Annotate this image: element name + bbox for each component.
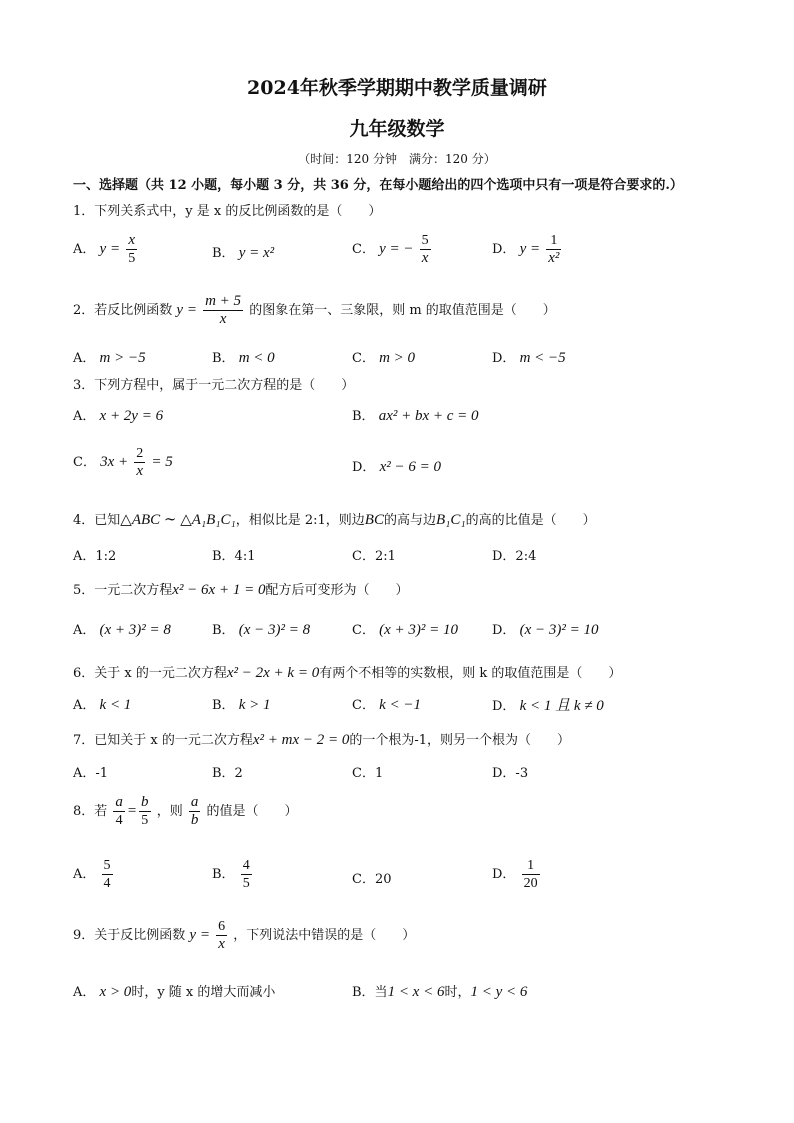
- fraction: $\frac{x}{5}$: [128, 232, 136, 266]
- fraction: $\frac{m + 5}{x}$: [205, 293, 242, 327]
- q1-option-d[interactable]: [492, 232, 563, 267]
- math-text: y = x²: [238, 245, 275, 261]
- q8-option-d[interactable]: D． $\frac{1}{20}$: [492, 858, 538, 891]
- question-2-stem: 2．若反比例函数 y = $\frac{m + 5}{x}$ 的图象在第一、三象限，则 m 的取值范围是（ ）: [73, 293, 556, 327]
- fraction: $\frac{1}{\text{x²}}$: [548, 233, 560, 266]
- question-3-stem: 3．下列方程中，属于一元二次方程的是（ ）: [73, 378, 355, 393]
- math-text: y =: [99, 241, 121, 257]
- q7-option-d[interactable]: D．-3: [492, 766, 529, 781]
- fraction: $\frac{5}{x}$: [421, 233, 429, 266]
- option-label: A．: [73, 242, 96, 257]
- q4-option-b[interactable]: B．4:1: [212, 549, 256, 564]
- q1-option-a[interactable]: [73, 232, 139, 267]
- question-1-stem: 1．下列关系式中，y 是 x 的反比例函数的是（ ）: [73, 204, 382, 219]
- question-5-stem: 5．一元二次方程x² − 6x + 1 = 0配方后可变形为（ ）: [73, 582, 409, 598]
- q8-option-c[interactable]: C．20: [352, 872, 392, 887]
- fraction: $\frac{4}{5}$: [242, 858, 250, 891]
- math-text: y =: [519, 241, 541, 257]
- exam-info: （时间：120 分钟 满分：120 分）: [298, 152, 496, 166]
- question-4-stem: 4．已知△ABC ∼ △A₁B₁C₁，相似比是 2:1，则边BC的高与边B₁C₁的高的比值是（ ）: [73, 512, 596, 528]
- option-label: D．: [492, 242, 516, 257]
- fraction: $\frac{1}{20}$: [523, 858, 538, 891]
- q3-option-d[interactable]: D． x² − 6 = 0: [352, 459, 441, 475]
- q2-option-a[interactable]: A． m > −5: [73, 350, 146, 366]
- fraction: $\frac{2}{x}$: [136, 446, 144, 479]
- question-6-stem: 6．关于 x 的一元二次方程x² − 2x + k = 0有两个不相等的实数根，则 k 的取值范围是（ ）: [73, 665, 622, 681]
- option-label: C．: [352, 242, 375, 257]
- question-8-stem: 8．若 $\frac{a}{4}$ = $\frac{b}{5}$ ，则 $\frac{a}{b}$ 的值是（ ）: [73, 794, 298, 828]
- q6-option-b[interactable]: B． k > 1: [212, 697, 271, 713]
- q3-option-a[interactable]: A． x + 2y = 6: [73, 408, 164, 424]
- section-heading: 一、选择题（共 12 小题，每小题 3 分，共 36 分，在每小题给出的四个选项中只有一项是符合要求的.）: [73, 178, 683, 193]
- fraction: $\frac{a}{b}$: [190, 794, 199, 828]
- option-label: B．: [212, 246, 235, 261]
- q3-option-b[interactable]: B． ax² + bx + c = 0: [352, 408, 479, 424]
- q5-option-b[interactable]: B． (x − 3)² = 8: [212, 622, 311, 638]
- q1-option-c[interactable]: [352, 232, 433, 267]
- q9-option-b[interactable]: B．当1 < x < 6时，1 < y < 6: [352, 984, 528, 1000]
- exam-title: 2024年秋季学期期中教学质量调研: [247, 77, 547, 99]
- q8-option-a[interactable]: A． $\frac{5}{4}$: [73, 858, 111, 891]
- q7-option-a[interactable]: A．-1: [73, 766, 109, 781]
- question-9-stem: 9．关于反比例函数 y = $\frac{6}{x}$ ，下列说法中错误的是（ ）: [73, 919, 416, 952]
- q3-option-c[interactable]: C． 3x + $\frac{2}{x}$ = 5: [73, 446, 173, 479]
- q2-option-b[interactable]: B． m < 0: [212, 350, 275, 366]
- q2-option-d[interactable]: D． m < −5: [492, 350, 566, 366]
- fraction: $\frac{6}{x}$: [218, 919, 226, 952]
- q6-option-c[interactable]: C． k < −1: [352, 697, 421, 713]
- q5-option-d[interactable]: D． (x − 3)² = 10: [492, 622, 599, 638]
- fraction: $\frac{b}{5}$: [141, 794, 149, 828]
- subject-title: 九年级数学: [349, 118, 445, 140]
- question-7-stem: 7．已知关于 x 的一元二次方程x² + mx − 2 = 0的一个根为-1，则另一个根为（ ）: [73, 732, 571, 748]
- q5-option-c[interactable]: C． (x + 3)² = 10: [352, 622, 458, 638]
- q6-option-a[interactable]: A． k < 1: [73, 697, 132, 713]
- q8-option-b[interactable]: B． $\frac{4}{5}$: [212, 858, 250, 891]
- q5-option-a[interactable]: A． (x + 3)² = 8: [73, 622, 171, 638]
- q7-option-b[interactable]: B．2: [212, 766, 243, 781]
- q4-option-a[interactable]: A．1:2: [73, 549, 117, 564]
- q4-option-c[interactable]: C．2:1: [352, 549, 396, 564]
- fraction: $\frac{5}{4}$: [103, 858, 111, 891]
- q7-option-c[interactable]: C．1: [352, 766, 384, 781]
- math-text: y = −: [379, 241, 414, 257]
- q9-option-a[interactable]: A． x > 0时，y 随 x 的增大而减小: [73, 984, 276, 1000]
- q1-option-b[interactable]: [212, 242, 274, 262]
- q4-option-d[interactable]: D．2:4: [492, 549, 537, 564]
- q2-option-c[interactable]: C． m > 0: [352, 350, 416, 366]
- fraction: $\frac{a}{4}$: [115, 794, 123, 828]
- q6-option-d[interactable]: D． k < 1 且 k ≠ 0: [492, 698, 604, 714]
